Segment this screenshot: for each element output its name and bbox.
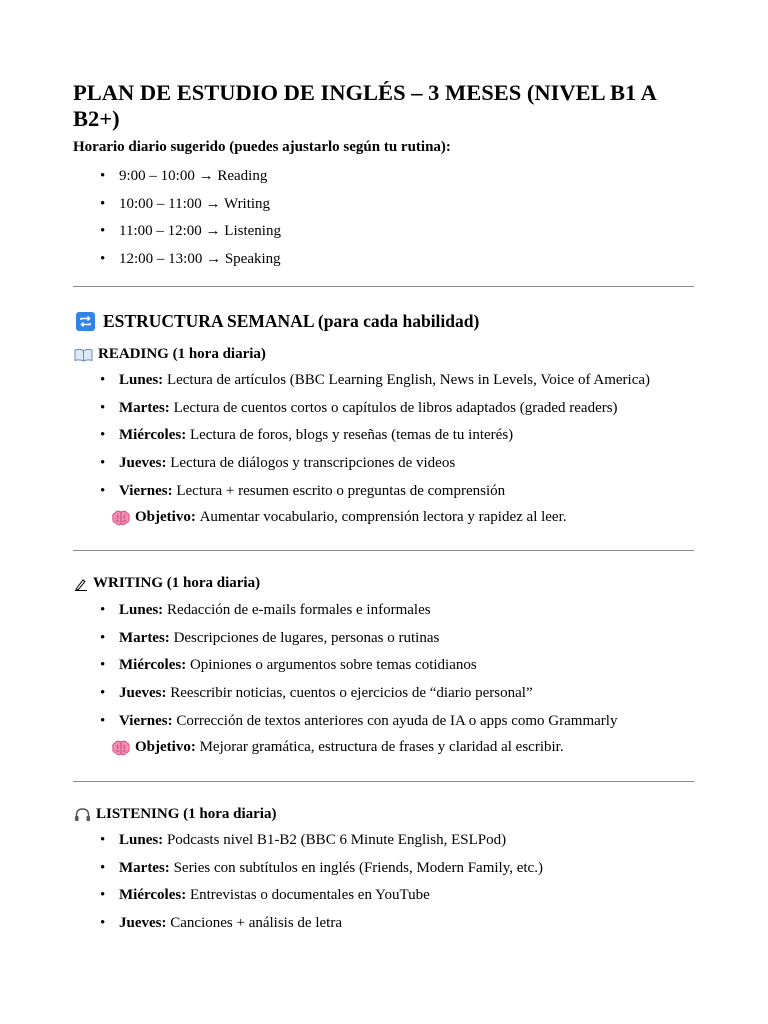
day-label: Miércoles:	[119, 427, 187, 444]
bullet: •	[100, 859, 106, 876]
writing-hand-icon	[74, 577, 88, 591]
listening-heading	[74, 806, 276, 823]
day-label: Lunes:	[119, 372, 164, 388]
bullet: •	[100, 602, 106, 618]
day-label: Miércoles:	[119, 657, 187, 674]
divider	[73, 550, 694, 551]
bullet: •	[100, 832, 106, 848]
repeat-icon	[76, 312, 95, 331]
bullet: •	[100, 657, 106, 674]
bullet: •	[100, 168, 106, 184]
writing-heading	[74, 575, 260, 592]
day-text: Entrevistas o documentales en YouTube	[189, 887, 430, 904]
day-text: Reescribir noticias, cuentos o ejercicios de “diario personal”	[170, 685, 533, 702]
day-label: Lunes:	[119, 832, 164, 848]
bullet: •	[100, 712, 106, 729]
day-label: Martes:	[119, 629, 170, 646]
bullet: •	[100, 251, 106, 268]
divider	[73, 781, 694, 782]
day-text: Canciones + análisis de letra	[170, 915, 342, 932]
bullet: •	[100, 685, 106, 702]
bullet: •	[100, 482, 106, 499]
objective-label: Objetivo:	[135, 739, 196, 755]
weekly-heading-text: ESTRUCTURA SEMANAL (para cada habilidad)	[103, 311, 480, 331]
bullet: •	[100, 427, 106, 444]
objective-text: Mejorar gramática, estructura de frases y claridad al escribir.	[199, 739, 564, 755]
bullet: •	[100, 372, 106, 388]
day-text: Redacción de e-mails formales e informales	[166, 602, 431, 618]
day-label: Martes:	[119, 859, 170, 876]
schedule-heading: Horario diario sugerido (puedes ajustarlo según tu rutina):	[73, 139, 451, 155]
bullet: •	[100, 455, 106, 472]
weekly-structure-heading	[76, 311, 479, 332]
day-label: Miércoles:	[119, 887, 187, 904]
day-text: Lectura de artículos (BBC Learning English, News in Levels, Voice of America)	[166, 372, 650, 388]
schedule-item: 12:00 – 13:00 → Speaking	[119, 251, 281, 268]
bullet: •	[100, 223, 106, 240]
day-text: Corrección de textos anteriores con ayuda de IA o apps como Grammarly	[176, 712, 618, 729]
reading-heading	[74, 346, 266, 363]
brain-icon	[112, 510, 130, 526]
open-book-icon	[74, 348, 93, 362]
writing-heading-text: WRITING (1 hora diaria)	[93, 575, 261, 591]
bullet: •	[100, 195, 106, 212]
objective-label: Objetivo:	[135, 509, 196, 525]
day-label: Viernes:	[119, 712, 173, 729]
reading-objective	[112, 509, 567, 526]
schedule-item: 11:00 – 12:00 → Listening	[119, 223, 281, 240]
day-label: Martes:	[119, 399, 170, 416]
objective-text: Aumentar vocabulario, comprensión lectora y rapidez al leer.	[199, 509, 567, 525]
day-label: Jueves:	[119, 455, 167, 472]
day-text: Lectura de foros, blogs y reseñas (temas de tu interés)	[189, 427, 514, 444]
day-text: Lectura + resumen escrito o preguntas de comprensión	[176, 482, 506, 499]
day-label: Viernes:	[119, 482, 173, 499]
day-label: Lunes:	[119, 602, 164, 618]
schedule-item: 9:00 – 10:00 → Reading	[119, 168, 268, 184]
headphones-icon	[74, 807, 91, 822]
day-text: Podcasts nivel B1-B2 (BBC 6 Minute English, ESLPod)	[166, 832, 507, 848]
reading-heading-text: READING (1 hora diaria)	[98, 346, 266, 362]
bullet: •	[100, 915, 106, 932]
brain-icon	[112, 740, 130, 756]
day-text: Lectura de cuentos cortos o capítulos de libros adaptados (graded readers)	[173, 399, 618, 416]
listening-heading-text: LISTENING (1 hora diaria)	[96, 806, 277, 822]
bullet: •	[100, 399, 106, 416]
day-text: Lectura de diálogos y transcripciones de videos	[170, 455, 456, 472]
page-title: PLAN DE ESTUDIO DE INGLÉS – 3 MESES (NIVEL B1 A B2+)	[73, 80, 656, 131]
bullet: •	[100, 887, 106, 904]
schedule-item: 10:00 – 11:00 → Writing	[119, 195, 271, 212]
divider	[73, 286, 694, 287]
day-text: Descripciones de lugares, personas o rutinas	[173, 629, 440, 646]
bullet: •	[100, 629, 106, 646]
day-label: Jueves:	[119, 685, 167, 702]
day-text: Series con subtítulos en inglés (Friends, Modern Family, etc.)	[173, 859, 543, 876]
writing-objective	[112, 739, 564, 756]
day-label: Jueves:	[119, 915, 167, 932]
day-text: Opiniones o argumentos sobre temas cotidianos	[189, 657, 477, 674]
